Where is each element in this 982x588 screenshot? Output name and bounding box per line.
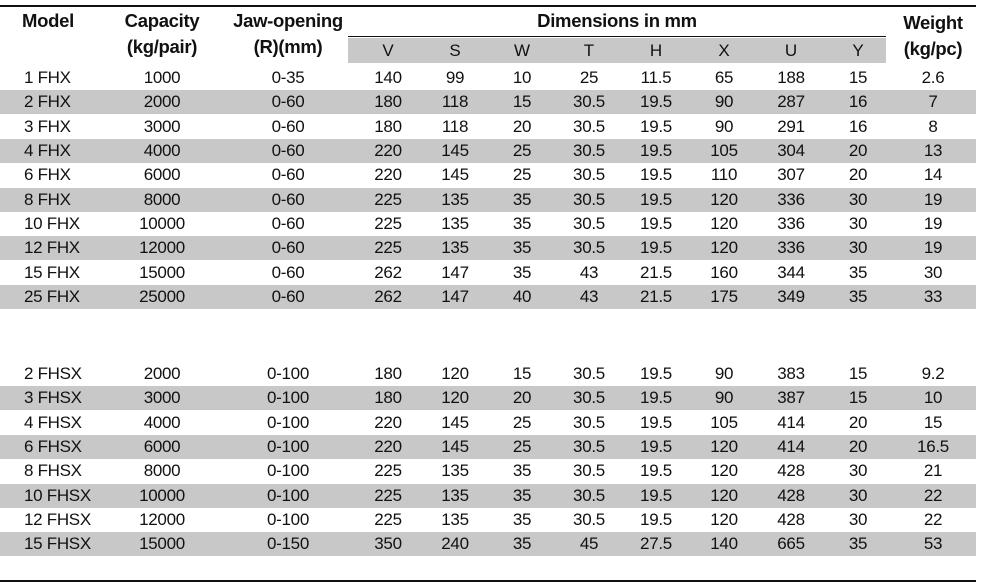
cell-t: 30.5 [573, 364, 605, 383]
table-row [0, 90, 976, 114]
table-row [0, 236, 976, 260]
cell-w: 40 [512, 287, 532, 307]
cell-v: 220 [374, 437, 402, 457]
cell-s: 147 [441, 262, 469, 282]
cell-jaw-opening: 0-60 [271, 287, 305, 307]
cell-u: 414 [777, 437, 805, 457]
cell-s: 135 [441, 214, 469, 234]
cell-jaw-opening: 0-100 [267, 461, 309, 481]
cell-capacity: 8000 [143, 461, 181, 481]
cell-t: 30.5 [573, 92, 605, 112]
col-w: W [513, 41, 531, 60]
cell-y: 35 [848, 534, 868, 554]
table-row [0, 362, 976, 386]
dimensions-subheader [348, 38, 886, 63]
cell-t: 30.5 [573, 510, 605, 530]
table-row [0, 484, 976, 508]
cell-s: 145 [441, 141, 469, 161]
cell-u: 344 [777, 262, 805, 282]
cell-jaw-opening: 0-60 [271, 116, 305, 136]
cell-t: 45 [579, 534, 599, 554]
cell-model: 4 FHX [24, 141, 71, 161]
cell-x: 110 [710, 165, 738, 185]
cell-t: 30.5 [573, 412, 605, 432]
cell-y: 16 [848, 116, 868, 136]
cell-v: 220 [374, 141, 402, 161]
header-weight: Weight [903, 12, 963, 33]
bottom-rule [0, 580, 976, 582]
cell-v: 225 [374, 238, 402, 258]
cell-y: 20 [848, 412, 868, 432]
cell-jaw-opening: 0-100 [267, 388, 309, 408]
cell-w: 25 [512, 165, 532, 185]
cell-y: 15 [848, 388, 868, 408]
table-row [0, 115, 976, 139]
cell-v: 220 [374, 412, 402, 432]
cell-weight: 15 [923, 412, 943, 432]
cell-s: 145 [441, 412, 469, 432]
cell-h: 19.5 [640, 189, 672, 209]
cell-u: 336 [777, 238, 805, 258]
cell-v: 262 [374, 287, 402, 307]
cell-h: 19.5 [640, 116, 672, 136]
cell-t: 30.5 [573, 214, 605, 234]
cell-t: 30.5 [573, 189, 605, 209]
cell-w: 15 [512, 92, 532, 112]
col-t: T [583, 41, 595, 60]
cell-y: 20 [848, 165, 868, 185]
cell-model: 12 FHSX [24, 510, 91, 530]
cell-w: 15 [512, 364, 532, 383]
cell-u: 336 [777, 189, 805, 209]
cell-x: 120 [710, 485, 738, 505]
cell-jaw-opening: 0-100 [267, 412, 309, 432]
table-row [0, 532, 976, 556]
cell-t: 30.5 [573, 141, 605, 161]
cell-x: 140 [710, 534, 738, 554]
col-v: V [382, 41, 394, 60]
cell-y: 30 [848, 510, 868, 530]
cell-model: 10 FHSX [24, 485, 91, 505]
cell-v: 180 [374, 92, 402, 112]
cell-u: 304 [777, 141, 805, 161]
cell-jaw-opening: 0-60 [271, 238, 305, 258]
cell-t: 30.5 [573, 238, 605, 258]
cell-x: 120 [710, 238, 738, 258]
cell-x: 120 [710, 510, 738, 530]
header-dimensions: Dimensions in mm [537, 10, 697, 31]
cell-weight: 14 [923, 165, 943, 185]
cell-capacity: 8000 [143, 189, 181, 209]
cell-model: 10 FHX [24, 214, 80, 234]
cell-h: 19.5 [640, 214, 672, 234]
col-u: U [784, 41, 798, 60]
cell-v: 225 [374, 485, 402, 505]
cell-u: 428 [777, 461, 805, 481]
cell-y: 20 [848, 141, 868, 161]
cell-x: 175 [710, 287, 738, 307]
cell-x: 120 [710, 189, 738, 209]
cell-weight: 19 [923, 238, 943, 258]
cell-jaw-opening: 0-60 [271, 92, 305, 112]
col-s: S [449, 41, 461, 60]
cell-h: 19.5 [640, 388, 672, 408]
cell-v: 225 [374, 510, 402, 530]
cell-v: 225 [374, 214, 402, 234]
cell-t: 30.5 [573, 437, 605, 457]
cell-weight: 9.2 [921, 364, 945, 383]
cell-weight: 53 [923, 534, 943, 554]
col-y: Y [852, 41, 864, 60]
cell-model: 2 FHSX [24, 364, 82, 383]
cell-t: 25 [579, 68, 599, 87]
cell-w: 20 [512, 116, 532, 136]
cell-t: 30.5 [573, 485, 605, 505]
cell-y: 30 [848, 461, 868, 481]
cell-u: 349 [777, 287, 805, 307]
cell-weight: 10 [923, 388, 943, 408]
cell-w: 35 [512, 262, 532, 282]
table-row [0, 163, 976, 187]
cell-w: 35 [512, 238, 532, 258]
cell-jaw-opening: 0-100 [267, 510, 309, 530]
cell-h: 19.5 [640, 485, 672, 505]
cell-h: 19.5 [640, 510, 672, 530]
cell-capacity: 10000 [139, 485, 185, 505]
cell-model: 15 FHSX [24, 534, 91, 554]
cell-u: 428 [777, 510, 805, 530]
table-row [0, 508, 976, 532]
table-row [0, 139, 976, 163]
cell-model: 12 FHX [24, 238, 80, 258]
table-row [0, 285, 976, 309]
table-row [0, 459, 976, 483]
cell-weight: 22 [923, 510, 943, 530]
table-row [0, 66, 976, 90]
cell-u: 414 [777, 412, 805, 432]
cell-model: 1 FHX [24, 68, 71, 87]
cell-y: 30 [848, 238, 868, 258]
cell-v: 225 [374, 461, 402, 481]
cell-h: 27.5 [640, 534, 672, 554]
table-row [0, 261, 976, 285]
cell-y: 20 [848, 437, 868, 457]
cell-w: 25 [512, 437, 532, 457]
cell-h: 19.5 [640, 238, 672, 258]
cell-y: 35 [848, 262, 868, 282]
table-row [0, 386, 976, 410]
cell-y: 30 [848, 189, 868, 209]
cell-v: 262 [374, 262, 402, 282]
cell-capacity: 4000 [143, 412, 181, 432]
cell-w: 35 [512, 189, 532, 209]
cell-x: 90 [714, 388, 734, 408]
cell-s: 120 [441, 364, 469, 383]
cell-x: 120 [710, 437, 738, 457]
cell-w: 10 [512, 68, 532, 87]
header-weight-unit: (kg/pc) [903, 38, 963, 59]
cell-capacity: 12000 [139, 510, 185, 530]
cell-h: 19.5 [640, 141, 672, 161]
header-model: Model [22, 10, 74, 31]
cell-x: 160 [710, 262, 738, 282]
cell-w: 35 [512, 461, 532, 481]
cell-weight: 21 [923, 461, 943, 481]
top-rule [0, 5, 976, 7]
cell-s: 147 [441, 287, 469, 307]
cell-capacity: 10000 [139, 214, 185, 234]
cell-capacity: 6000 [143, 437, 181, 457]
cell-w: 35 [512, 214, 532, 234]
cell-jaw-opening: 0-60 [271, 189, 305, 209]
cell-w: 25 [512, 412, 532, 432]
cell-model: 15 FHX [24, 262, 80, 282]
cell-v: 225 [374, 189, 402, 209]
cell-t: 30.5 [573, 388, 605, 408]
col-x: X [718, 41, 730, 60]
cell-jaw-opening: 0-150 [267, 534, 309, 554]
cell-s: 135 [441, 510, 469, 530]
cell-model: 3 FHSX [24, 388, 82, 408]
cell-w: 35 [512, 510, 532, 530]
cell-capacity: 12000 [139, 238, 185, 258]
cell-weight: 19 [923, 189, 943, 209]
cell-h: 19.5 [640, 92, 672, 112]
cell-s: 145 [441, 165, 469, 185]
cell-weight: 2.6 [921, 68, 945, 87]
cell-h: 19.5 [640, 437, 672, 457]
cell-x: 65 [714, 68, 734, 87]
table-row [0, 188, 976, 212]
cell-x: 120 [710, 461, 738, 481]
cell-u: 188 [777, 68, 805, 87]
table-row [0, 212, 976, 236]
cell-h: 19.5 [640, 364, 672, 383]
cell-y: 15 [848, 68, 868, 87]
cell-capacity: 2000 [143, 92, 181, 112]
cell-weight: 13 [923, 141, 943, 161]
cell-w: 20 [512, 388, 532, 408]
cell-model: 6 FHSX [24, 437, 82, 457]
cell-u: 387 [777, 388, 805, 408]
cell-model: 8 FHSX [24, 461, 82, 481]
cell-capacity: 4000 [143, 141, 181, 161]
cell-weight: 30 [923, 262, 943, 282]
cell-jaw-opening: 0-60 [271, 165, 305, 185]
cell-capacity: 25000 [139, 287, 185, 307]
cell-jaw-opening: 0-100 [267, 437, 309, 457]
cell-model: 4 FHSX [24, 412, 82, 432]
cell-weight: 7 [928, 92, 938, 112]
cell-s: 135 [441, 189, 469, 209]
cell-t: 30.5 [573, 116, 605, 136]
cell-v: 220 [374, 165, 402, 185]
cell-jaw-opening: 0-60 [271, 262, 305, 282]
cell-y: 30 [848, 214, 868, 234]
cell-capacity: 2000 [143, 364, 181, 383]
cell-h: 19.5 [640, 461, 672, 481]
cell-h: 21.5 [640, 287, 672, 307]
cell-capacity: 3000 [143, 116, 181, 136]
cell-y: 15 [848, 364, 868, 383]
cell-h: 21.5 [640, 262, 672, 282]
cell-u: 336 [777, 214, 805, 234]
cell-s: 135 [441, 238, 469, 258]
cell-h: 19.5 [640, 165, 672, 185]
cell-h: 11.5 [640, 68, 672, 87]
cell-t: 43 [579, 287, 599, 307]
cell-weight: 33 [923, 287, 943, 307]
cell-s: 145 [441, 437, 469, 457]
table-row [0, 435, 976, 459]
col-h: H [649, 41, 663, 60]
cell-capacity: 1000 [143, 68, 181, 87]
cell-capacity: 15000 [139, 262, 185, 282]
cell-v: 140 [374, 68, 402, 87]
cell-h: 19.5 [640, 412, 672, 432]
cell-w: 35 [512, 534, 532, 554]
cell-t: 30.5 [573, 165, 605, 185]
cell-u: 665 [777, 534, 805, 554]
cell-s: 99 [445, 68, 465, 87]
cell-v: 180 [374, 364, 402, 383]
cell-y: 30 [848, 485, 868, 505]
cell-jaw-opening: 0-100 [267, 364, 309, 383]
cell-weight: 8 [928, 116, 938, 136]
cell-x: 90 [714, 116, 734, 136]
cell-x: 105 [710, 141, 738, 161]
cell-t: 30.5 [573, 461, 605, 481]
dimensions-rule [348, 36, 886, 37]
header-jaw-unit: (R)(mm) [253, 36, 323, 57]
cell-x: 90 [714, 364, 734, 383]
cell-model: 6 FHX [24, 165, 71, 185]
cell-capacity: 15000 [139, 534, 185, 554]
cell-weight: 22 [923, 485, 943, 505]
table-row [0, 411, 976, 435]
cell-v: 180 [374, 388, 402, 408]
header-capacity-unit: (kg/pair) [126, 36, 198, 57]
cell-s: 118 [441, 92, 469, 112]
cell-u: 307 [777, 165, 805, 185]
cell-s: 120 [441, 388, 469, 408]
cell-s: 118 [441, 116, 469, 136]
cell-jaw-opening: 0-60 [271, 214, 305, 234]
cell-jaw-opening: 0-100 [267, 485, 309, 505]
cell-jaw-opening: 0-35 [271, 68, 305, 87]
cell-model: 3 FHX [24, 116, 71, 136]
cell-s: 240 [441, 534, 469, 554]
cell-x: 90 [714, 92, 734, 112]
cell-u: 428 [777, 485, 805, 505]
cell-v: 350 [374, 534, 402, 554]
cell-u: 383 [777, 364, 805, 383]
cell-x: 105 [710, 412, 738, 432]
cell-u: 287 [777, 92, 805, 112]
cell-w: 25 [512, 141, 532, 161]
cell-jaw-opening: 0-60 [271, 141, 305, 161]
cell-weight: 19 [923, 214, 943, 234]
cell-x: 120 [710, 214, 738, 234]
header-capacity: Capacity [124, 10, 200, 31]
cell-model: 2 FHX [24, 92, 71, 112]
cell-s: 135 [441, 461, 469, 481]
cell-s: 135 [441, 485, 469, 505]
cell-weight: 16.5 [917, 437, 949, 457]
cell-t: 43 [579, 262, 599, 282]
cell-y: 35 [848, 287, 868, 307]
header-jaw-opening: Jaw-opening [233, 10, 343, 31]
cell-model: 8 FHX [24, 189, 71, 209]
cell-capacity: 3000 [143, 388, 181, 408]
cell-w: 35 [512, 485, 532, 505]
cell-capacity: 6000 [143, 165, 181, 185]
cell-u: 291 [777, 116, 805, 136]
cell-v: 180 [374, 116, 402, 136]
cell-model: 25 FHX [24, 287, 80, 307]
cell-y: 16 [848, 92, 868, 112]
